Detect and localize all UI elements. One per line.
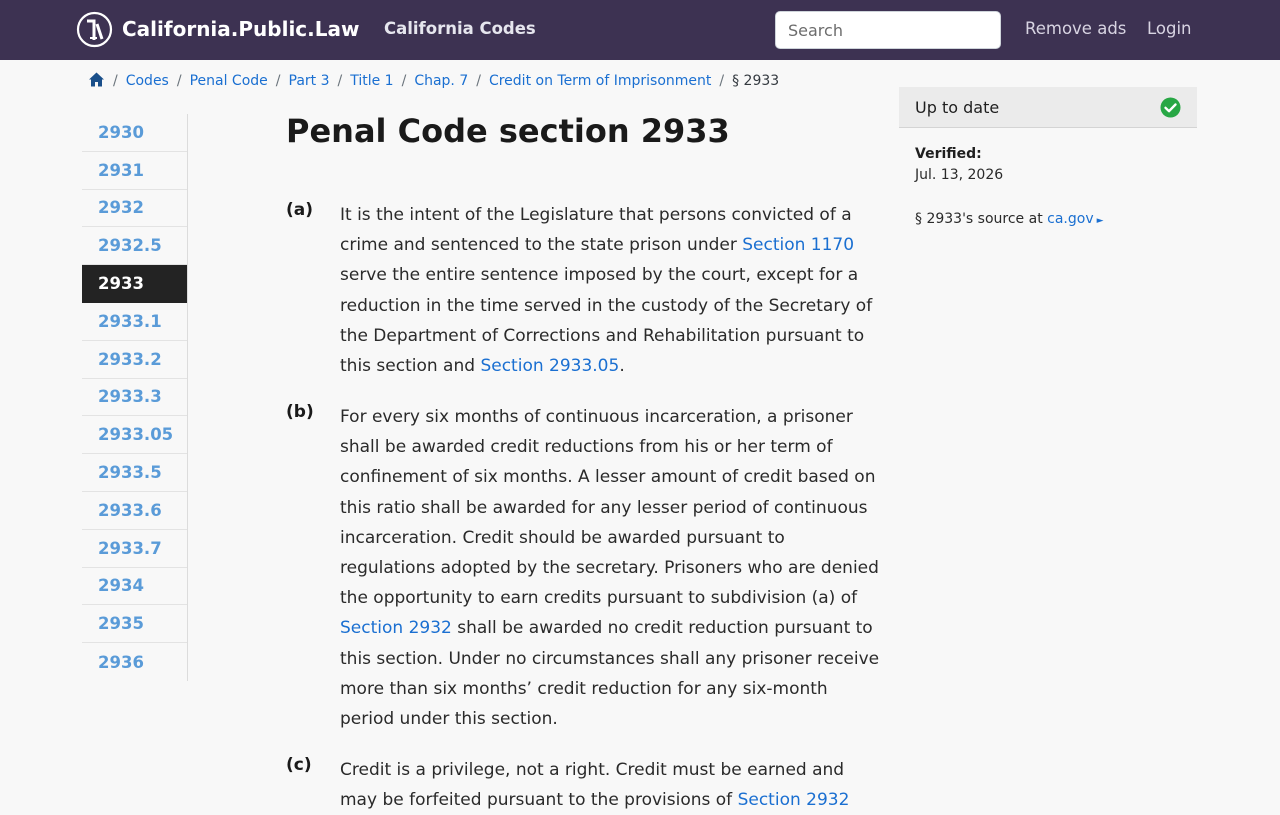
external-arrow-icon: ► (1096, 216, 1104, 226)
subdivision-text (340, 755, 880, 815)
section-nav-item[interactable]: 2936 (98, 652, 144, 672)
subdivision-text-run: shall be awarded no credit reduction pursuant to this section. Under no circumstances shall any prisoner receive more than six months’ credit reduction for any six-month period under this section. (340, 618, 880, 730)
section-2932-link[interactable]: Section 2932 (340, 618, 452, 639)
breadcrumb-codes[interactable]: Codes (125, 73, 169, 89)
page-title: Penal Code section 2933 (286, 112, 730, 150)
breadcrumb-title-1[interactable]: Title 1 (350, 73, 394, 89)
section-nav-item[interactable]: 2932 (82, 190, 187, 228)
breadcrumb-current: § 2933 (732, 73, 780, 89)
subdivision-label: (b) (286, 402, 314, 422)
subdivision-c (286, 755, 886, 815)
section-2932-link[interactable]: Section 2932 (737, 790, 850, 811)
verified-label: Verified: (915, 146, 982, 162)
breadcrumb-separator: / (176, 73, 182, 89)
subdivision-text-run: It is the intent of the Legislature that persons convicted of a crime and sentenced to the state prison under (340, 205, 852, 256)
remove-ads-link[interactable]: Remove ads (1025, 19, 1127, 38)
breadcrumb-separator: / (337, 73, 343, 89)
section-nav-item[interactable]: 2933.5 (82, 454, 187, 492)
home-link[interactable] (88, 71, 105, 92)
verified-date: Jul. 13, 2026 (915, 167, 1004, 183)
section-nav-item[interactable]: 2933.6 (82, 492, 187, 530)
subdivision-text-run: Credit is a privilege, not a right. Credit must be earned and may be forfeited pursuant to the provisions of (340, 760, 845, 811)
breadcrumb-separator: / (476, 73, 481, 89)
source-prefix: § 2933's source at (915, 211, 1048, 227)
search-input[interactable] (775, 11, 1001, 49)
source-line (915, 211, 1104, 227)
subdivision-text (340, 200, 880, 381)
section-nav-item[interactable]: 2933.2 (82, 341, 187, 379)
login-link[interactable]: Login (1147, 19, 1192, 38)
breadcrumb-credit-on-term[interactable]: Credit on Term of Imprisonment (488, 73, 712, 89)
site-name-link[interactable]: California.Public.Law (122, 17, 360, 41)
breadcrumb-chap-7[interactable]: Chap. 7 (414, 73, 469, 89)
subdivision-label: (a) (286, 200, 314, 220)
site-logo-icon[interactable] (77, 12, 112, 47)
section-nav-item[interactable]: 2934 (82, 568, 187, 606)
subdivision-text (340, 402, 880, 734)
section-2933-05-link[interactable]: Section 2933.05 (480, 356, 620, 377)
breadcrumb-separator: / (401, 73, 407, 89)
home-icon (88, 71, 105, 88)
section-nav-item[interactable]: 2930 (82, 114, 187, 152)
subdivision-a (286, 200, 886, 381)
subdivision-text-run: For every six months of continuous incarceration, a prisoner shall be awarded credit reductions from his or her term of confinement of six months. A lesser amount of credit based on this ratio shall be awarded for any lesser period of continuous incarceration. Credit should be awarded pursuant to regulations adopted by the secretary. Prisoners who are denied the opportunity to earn credits pursuant to subdivision (a) of (340, 407, 879, 609)
section-nav-item[interactable]: 2933.7 (82, 530, 187, 568)
section-nav-item[interactable]: 2933.05 (82, 416, 187, 454)
status-text: Up to date (915, 98, 1000, 117)
breadcrumb-part-3[interactable]: Part 3 (288, 73, 330, 89)
check-circle-icon (1160, 97, 1181, 118)
top-navbar (0, 0, 1280, 60)
section-nav (82, 114, 188, 681)
subdivision-text-run: . (619, 356, 625, 377)
breadcrumb-separator: / (275, 73, 281, 89)
subdivision-b (286, 402, 886, 734)
breadcrumb-penal-code[interactable]: Penal Code (189, 73, 268, 89)
source-link[interactable]: ca.gov (1047, 211, 1094, 227)
section-nav-item[interactable]: 2932.5 (82, 227, 187, 265)
section-nav-item[interactable]: 2933.3 (82, 379, 187, 417)
section-1170-link[interactable]: Section 1170 (742, 235, 855, 256)
subdivision-label: (c) (286, 755, 312, 775)
section-nav-item[interactable]: 2933.1 (82, 303, 187, 341)
section-nav-item[interactable]: 2931 (82, 152, 187, 190)
california-codes-link[interactable]: California Codes (384, 19, 536, 38)
breadcrumb (88, 71, 779, 91)
breadcrumb-separator: / (113, 73, 118, 89)
breadcrumb-separator: / (719, 73, 725, 89)
section-nav-item-active[interactable]: 2933 (82, 265, 187, 303)
status-box (899, 87, 1197, 128)
section-nav-item[interactable]: 2935 (82, 605, 187, 643)
subdivision-text-run: serve the entire sentence imposed by the court, except for a reduction in the time served in the custody of the Secretary of the Department of Corrections and Rehabilitation pursuant to this section and (340, 265, 873, 377)
